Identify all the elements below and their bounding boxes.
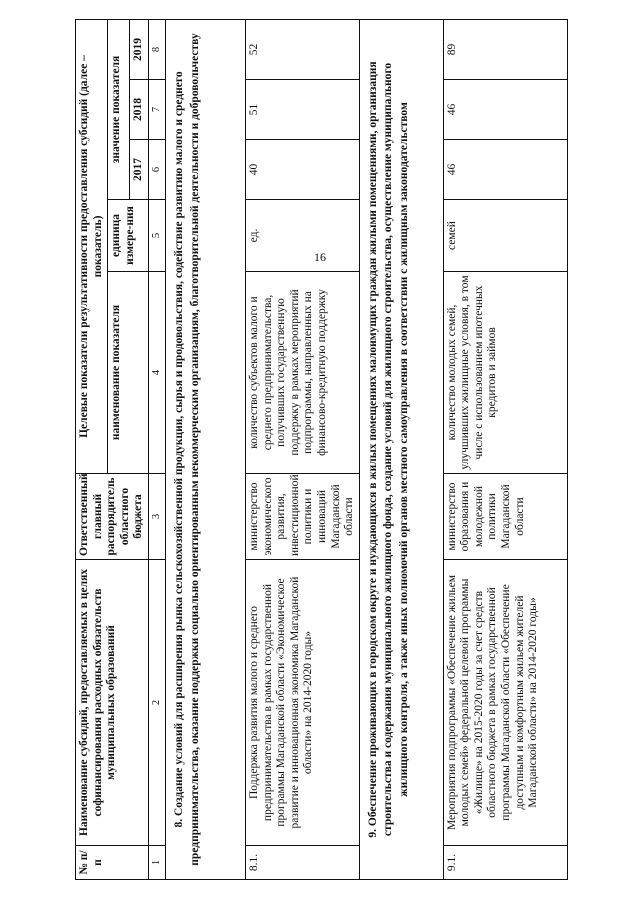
indicator-unit: семей bbox=[443, 200, 567, 272]
subsidy-name: Поддержка развития малого и среднего предпринимательства в рамках государственной программы Магаданской области «Экономическое развитие и инновационная экономика Магаданской области» на 2014-2020 годы» bbox=[246, 560, 360, 846]
header-indicator-values: значение показателя bbox=[108, 19, 130, 199]
responsible-body: министерство экономического развития, инвестиционной политики и инноваций Магаданской области bbox=[246, 474, 360, 560]
header-subsidy-name: Наименование субсидий, предоставляемых в целях софинансирования расходных обязательств муниципальных образований bbox=[76, 560, 149, 846]
row-number: 8.1. bbox=[246, 846, 360, 880]
value-2018: 51 bbox=[246, 80, 360, 140]
row-number: 9.1. bbox=[443, 846, 567, 880]
indicator-unit: ед. bbox=[246, 200, 360, 272]
header-year-2019: 2019 bbox=[130, 19, 149, 79]
page-number: 16 bbox=[314, 250, 326, 264]
column-number: 5 bbox=[148, 200, 165, 272]
column-number: 1 bbox=[148, 846, 165, 880]
section-8-title: 8. Создание условий для расширения рынка сельскохозяйственной продукции, сырья и продовольствия, содействие развитию малого и среднего предпринимательства, оказание поддержки социально ориентированным некоммерческим организациям, благотворительной деятельности и добровольчеству bbox=[166, 19, 246, 879]
value-2019: 52 bbox=[246, 19, 360, 79]
column-number: 2 bbox=[148, 560, 165, 846]
column-number: 3 bbox=[148, 474, 165, 560]
value-2019: 89 bbox=[443, 19, 567, 79]
header-indicator-name: наименование показателя bbox=[108, 272, 149, 474]
value-2017: 46 bbox=[443, 140, 567, 200]
header-unit: единица измере-ния bbox=[108, 200, 149, 272]
header-number: № п/п bbox=[76, 846, 149, 880]
responsible-body: министерство образования и молодежной политики Магаданской области bbox=[443, 474, 567, 560]
header-year-2017: 2017 bbox=[130, 140, 149, 200]
indicator-name: количество субъектов малого и среднего предпринимательства, получивших государственную поддержку в рамках мероприятий подпрограммы, направленных на финансово-кредитную поддержку bbox=[246, 272, 360, 474]
header-responsible: Ответственный главный распорядитель областного бюджета bbox=[76, 474, 149, 560]
column-number: 7 bbox=[148, 80, 165, 140]
subsidy-indicators-table bbox=[75, 19, 568, 880]
value-2017: 40 bbox=[246, 140, 360, 200]
column-number: 4 bbox=[148, 272, 165, 474]
value-2018: 46 bbox=[443, 80, 567, 140]
rotated-table-frame bbox=[75, 20, 550, 880]
indicator-name: количество молодых семей, улучшивших жилищные условия, в том числе с использованием ипотечных кредитов и займов bbox=[443, 272, 567, 474]
header-target-indicators: Целевые показатели результативности предоставления субсидий (далее – показатель) bbox=[76, 19, 108, 473]
section-9-title: 9. Обеспечение проживающих в городском округе и нуждающихся в жилых помещениях малоимущих граждан жилыми помещениями, организация строительства и содержания муниципального жилищного фонда, создание условий для жилищного строительства, осуществление муниципального жилищного контроля, а также иных полномочий органов местного самоуправления в соответствии с жилищным законодательством bbox=[359, 19, 443, 879]
subsidy-name: Мероприятия подпрограммы «Обеспечение жильем молодых семей» федеральной целевой программы «Жилище» на 2015-2020 годы за счет средств областного бюджета в рамках государственной программы Магаданской области «Обеспечение доступным и комфортным жильем жителей Магаданской области» на 2014-2020 годы» bbox=[443, 560, 567, 846]
column-number: 8 bbox=[148, 19, 165, 79]
header-year-2018: 2018 bbox=[130, 80, 149, 140]
column-number: 6 bbox=[148, 140, 165, 200]
